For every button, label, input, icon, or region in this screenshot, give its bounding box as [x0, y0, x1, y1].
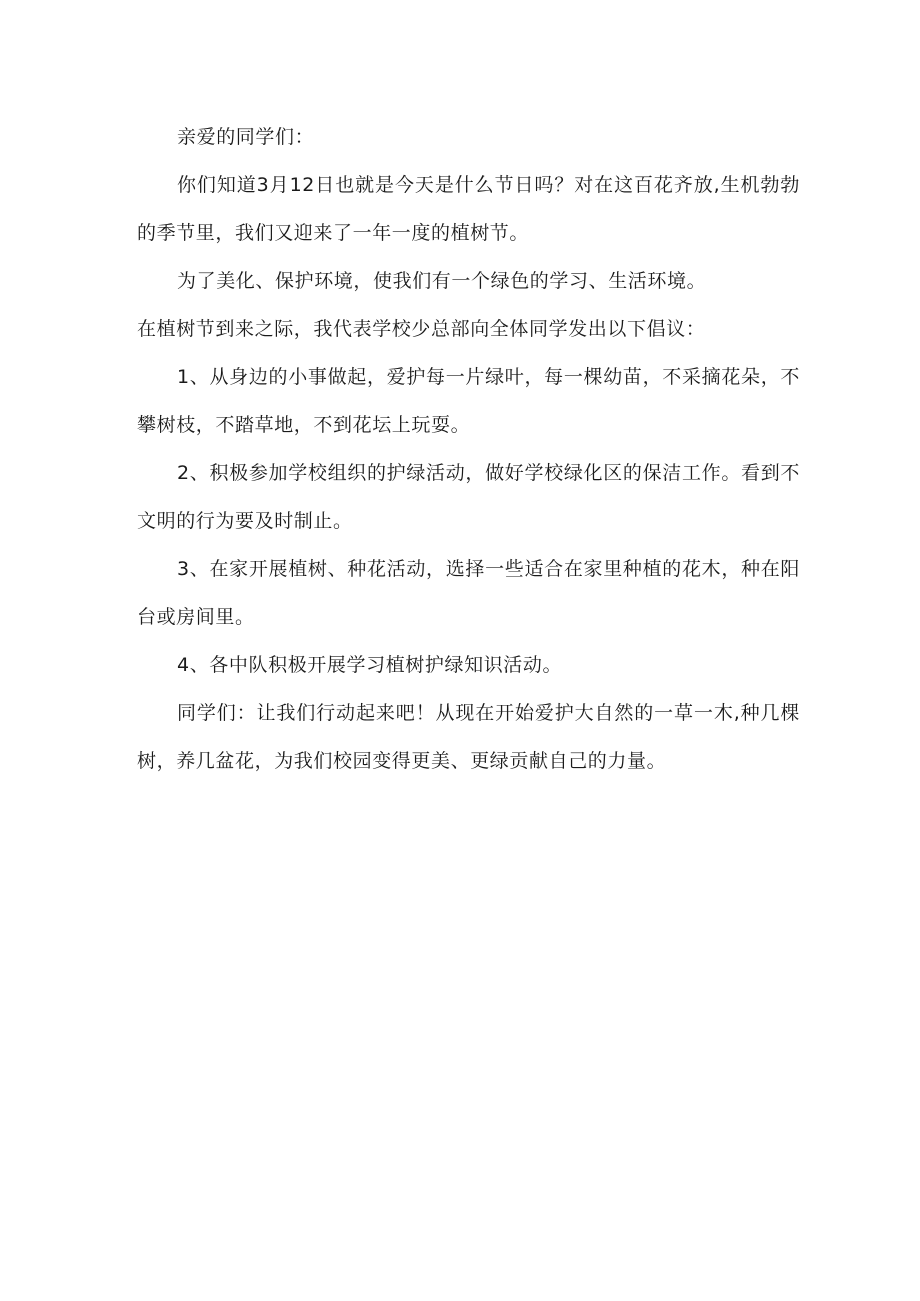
proposal-item-4: 4、各中队积极开展学习植树护绿知识活动。 — [177, 654, 563, 676]
document-body — [137, 113, 800, 785]
proposal-item-3: 3、在家开展植树、种花活动，选择一些适合在家里种植的花木，种在阳台或房间里。 — [137, 558, 800, 628]
purpose-paragraph: 为了美化、保护环境，使我们有一个绿色的学习、生活环境。 — [177, 270, 707, 292]
proposal-item-1: 1、从身边的小事做起，爱护每一片绿叶，每一棵幼苗，不采摘花朵，不攀树枝，不踏草地，不到花坛上玩耍。 — [137, 366, 800, 436]
intro-paragraph: 你们知道3月12日也就是今天是什么节日吗？对在这百花齐放,生机勃勃的季节里，我们又迎来了一年一度的植树节。 — [137, 174, 800, 244]
initiative-paragraph: 在植树节到来之际，我代表学校少总部向全体同学发出以下倡议： — [137, 318, 706, 340]
salutation: 亲爱的同学们： — [177, 126, 315, 148]
proposal-item-2: 2、积极参加学校组织的护绿活动，做好学校绿化区的保洁工作。看到不文明的行为要及时制止。 — [137, 462, 800, 532]
closing-paragraph: 同学们：让我们行动起来吧！从现在开始爱护大自然的一草一木,种几棵树，养几盆花，为我们校园变得更美、更绿贡献自己的力量。 — [137, 702, 800, 772]
